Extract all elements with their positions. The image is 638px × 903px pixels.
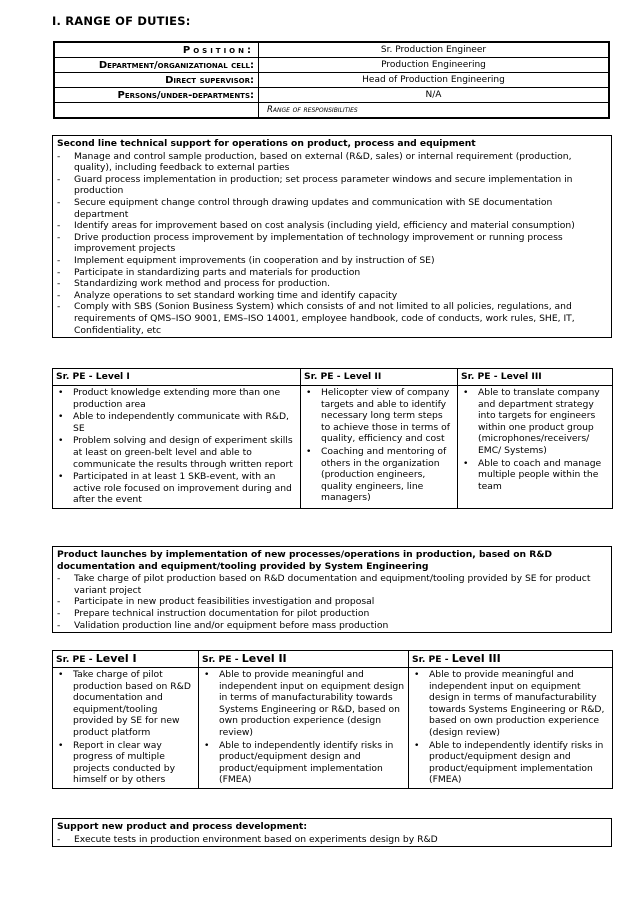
list-item: • Able to independently communicate with R&D, SE: [56, 411, 297, 434]
list-item: - Analyze operations to set standard working time and identify capacity: [57, 290, 607, 302]
level2-cell: [199, 668, 409, 789]
persons-label: Persons/under-departments:: [54, 88, 259, 103]
department-value: Production Engineering: [259, 58, 610, 73]
duty-list: [53, 834, 611, 847]
list-item: - Implement equipment improvements (in cooperation and by instruction of SE): [57, 255, 607, 267]
list-item: • Able to provide meaningful and independent input on equipment design in terms of manufacturability towards Systems Engineering or R&D, based on own production experience (design review): [412, 669, 609, 739]
duty-list: [53, 573, 611, 632]
level3-cell: [458, 386, 613, 509]
list-item: • Helicopter view of company targets and able to identify necessary long term steps to achieve those in terms of quality, efficiency and cost: [304, 387, 454, 445]
levels-table-1: [52, 368, 613, 509]
position-label: Position:: [54, 42, 259, 58]
level-prefix: Sr. PE -: [56, 653, 96, 665]
persons-value: N/A: [259, 88, 610, 103]
list-item: • Take charge of pilot production based on R&D documentation and equipment/tooling provided by SE for new product platform: [56, 669, 195, 739]
level-prefix: Sr. PE -: [412, 653, 452, 665]
level3-header: [409, 651, 613, 668]
level2-name: Level II: [241, 651, 287, 665]
list-item: • Participated in at least 1 SKB-event, with an active role focused on improvement during and after the event: [56, 471, 297, 506]
section-heading: Support new product and process development:: [57, 821, 308, 832]
list-item: - Execute tests in production environment based on experiments design by R&D: [57, 834, 607, 846]
level2-cell: [301, 386, 458, 509]
list-item: • Problem solving and design of experiment skills at least on green-belt level and able to communicate the results through written report: [56, 435, 297, 470]
list-item: • Report in clear way progress of multiple projects conducted by himself or by others: [56, 740, 195, 786]
list-item: • Able to independently identify risks in product/equipment design and product/equipment implementation (FMEA): [412, 740, 609, 786]
department-label: Department/organizational cell:: [54, 58, 259, 73]
list-item: • Able to independently identify risks in product/equipment design and product/equipment implementation (FMEA): [202, 740, 405, 786]
level3-name: Level III: [451, 651, 501, 665]
list-item: - Identify areas for improvement based on cost analysis (including yield, efficiency and material consumption): [57, 220, 607, 232]
level2-header: [199, 651, 409, 668]
list-item: - Prepare technical instruction documentation for pilot production: [57, 608, 607, 620]
section-heading: Product launches by implementation of new processes/operations in production, based on R&D documentation and equipment/tooling provided by System Engineering: [57, 549, 552, 572]
list-item: - Take charge of pilot production based on R&D documentation and equipment/tooling provided by SE for product variant project: [57, 573, 607, 596]
list-item: • Coaching and mentoring of others in the organization (production engineers, quality engineers, line managers): [304, 446, 454, 504]
list-item: • Able to translate company and department strategy into targets for engineers within one product group (microphones/receivers/ EMC/ Systems): [461, 387, 609, 457]
levels-table-2: [52, 650, 613, 789]
section-heading: Second line technical support for operations on product, process and equipment: [57, 138, 476, 149]
list-item: - Guard process implementation in production; set process parameter windows and secure implementation in production: [57, 174, 607, 197]
list-item: - Validation production line and/or equipment before mass production: [57, 620, 607, 632]
level1-cell: [53, 386, 301, 509]
list-item: - Standardizing work method and process for production.: [57, 278, 607, 290]
list-item: - Drive production process improvement by implementation of technology improvement or running process improvement projects: [57, 232, 607, 255]
list-item: • Able to coach and manage multiple people within the team: [461, 458, 609, 493]
list-item: - Manage and control sample production, based on external (R&D, sales) or internal requirement (production, quality), including feedback to external parties: [57, 151, 607, 174]
level1-header: [53, 651, 199, 668]
technical-support-section: [52, 135, 612, 338]
support-development-section: [52, 818, 612, 847]
blank-cell: [54, 103, 259, 119]
level3-header: Sr. PE - Level III: [458, 369, 613, 386]
list-item: - Comply with SBS (Sonion Business System) which consists of and not limited to all policies, regulations, and requirements of QMS–ISO 9001, EMS–ISO 14001, employee handbook, code of conducts, work rules, SHE, IT, Confidentiality, etc: [57, 301, 607, 336]
duty-list: [53, 151, 611, 338]
supervisor-value: Head of Production Engineering: [259, 73, 610, 88]
level-prefix: Sr. PE -: [202, 653, 242, 665]
range-label: Range of responsibilities: [259, 103, 610, 119]
list-item: • Able to provide meaningful and independent input on equipment design in terms of manufacturability towards Systems Engineering or R&D, based on own production experience (design review): [202, 669, 405, 739]
position-info-table: [53, 41, 610, 119]
level1-header: Sr. PE - Level I: [53, 369, 301, 386]
position-value: Sr. Production Engineer: [259, 42, 610, 58]
list-item: • Product knowledge extending more than one production area: [56, 387, 297, 410]
list-item: - Secure equipment change control through drawing updates and communication with SE documentation department: [57, 197, 607, 220]
level1-name: Level I: [95, 651, 137, 665]
product-launch-section: [52, 546, 612, 633]
list-item: - Participate in standardizing parts and materials for production: [57, 267, 607, 279]
list-item: - Participate in new product feasibilities investigation and proposal: [57, 596, 607, 608]
level3-cell: [409, 668, 613, 789]
level1-cell: [53, 668, 199, 789]
section-title: I. RANGE OF DUTIES:: [52, 14, 191, 28]
supervisor-label: Direct supervisor:: [54, 73, 259, 88]
level2-header: Sr. PE - Level II: [301, 369, 458, 386]
